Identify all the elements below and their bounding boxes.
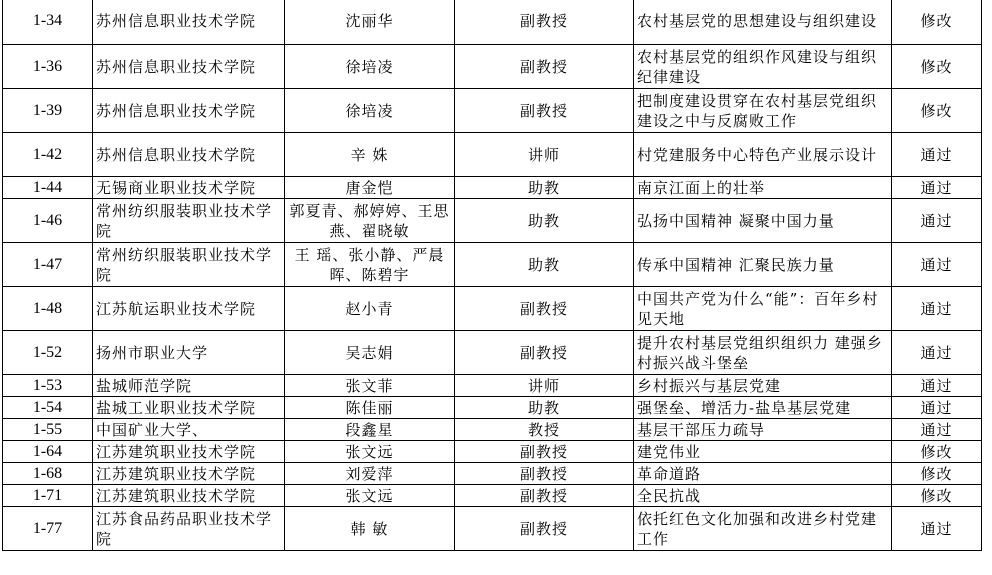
school-cell[interactable]: 常州纺织服装职业技术学院	[93, 243, 285, 287]
row-id-cell[interactable]: 1-47	[3, 243, 93, 287]
school-cell[interactable]: 盐城师范学院	[93, 375, 285, 397]
row-id-cell[interactable]: 1-36	[3, 45, 93, 89]
row-id-cell[interactable]: 1-55	[3, 419, 93, 441]
topic-cell[interactable]: 依托红色文化加强和改进乡村党建工作	[634, 507, 892, 551]
row-id-cell[interactable]: 1-54	[3, 397, 93, 419]
table-row	[3, 375, 982, 397]
topic-cell[interactable]: 农村基层党的组织作风建设与组织纪律建设	[634, 45, 892, 89]
author-cell[interactable]: 王 瑶、张小静、严晨晖、陈碧宇	[285, 243, 455, 287]
topic-cell[interactable]: 基层干部压力疏导	[634, 419, 892, 441]
topic-cell[interactable]: 革命道路	[634, 463, 892, 485]
job-title-cell[interactable]: 副教授	[455, 0, 634, 45]
job-title-cell[interactable]: 副教授	[455, 287, 634, 331]
school-cell[interactable]: 江苏航运职业技术学院	[93, 287, 285, 331]
result-cell[interactable]: 通过	[892, 397, 982, 419]
author-cell[interactable]: 郭夏青、郝婷婷、王思燕、翟晓敏	[285, 199, 455, 243]
result-cell[interactable]: 通过	[892, 199, 982, 243]
job-title-cell[interactable]: 讲师	[455, 133, 634, 177]
table-row	[3, 177, 982, 199]
job-title-cell[interactable]: 助教	[455, 397, 634, 419]
table-row	[3, 397, 982, 419]
result-cell[interactable]: 修改	[892, 485, 982, 507]
row-id-cell[interactable]: 1-44	[3, 177, 93, 199]
result-cell[interactable]: 修改	[892, 441, 982, 463]
row-id-cell[interactable]: 1-39	[3, 89, 93, 133]
author-cell[interactable]: 张文菲	[285, 375, 455, 397]
author-cell[interactable]: 沈丽华	[285, 0, 455, 45]
result-cell[interactable]: 通过	[892, 133, 982, 177]
table-row	[3, 507, 982, 551]
table-row	[3, 89, 982, 133]
topic-cell[interactable]: 传承中国精神 汇聚民族力量	[634, 243, 892, 287]
author-cell[interactable]: 徐培凌	[285, 89, 455, 133]
result-cell[interactable]: 通过	[892, 375, 982, 397]
table-row	[3, 287, 982, 331]
table-row	[3, 243, 982, 287]
table-row	[3, 45, 982, 89]
job-title-cell[interactable]: 副教授	[455, 45, 634, 89]
topic-cell[interactable]: 强堡垒、增活力-盐阜基层党建	[634, 397, 892, 419]
row-id-cell[interactable]: 1-64	[3, 441, 93, 463]
row-id-cell[interactable]: 1-52	[3, 331, 93, 375]
author-cell[interactable]: 吴志娟	[285, 331, 455, 375]
row-id-cell[interactable]: 1-42	[3, 133, 93, 177]
row-id-cell[interactable]: 1-53	[3, 375, 93, 397]
school-cell[interactable]: 苏州信息职业技术学院	[93, 89, 285, 133]
topic-cell[interactable]: 中国共产党为什么“能”：百年乡村见天地	[634, 287, 892, 331]
job-title-cell[interactable]: 讲师	[455, 375, 634, 397]
author-cell[interactable]: 唐金恺	[285, 177, 455, 199]
topic-cell[interactable]: 提升农村基层党组织组织力 建强乡村振兴战斗堡垒	[634, 331, 892, 375]
author-cell[interactable]: 张文远	[285, 441, 455, 463]
table-body	[3, 0, 982, 551]
school-cell[interactable]: 苏州信息职业技术学院	[93, 0, 285, 45]
review-results-table	[2, 0, 982, 551]
topic-cell[interactable]: 全民抗战	[634, 485, 892, 507]
job-title-cell[interactable]: 助教	[455, 177, 634, 199]
job-title-cell[interactable]: 副教授	[455, 331, 634, 375]
table-row	[3, 485, 982, 507]
job-title-cell[interactable]: 教授	[455, 419, 634, 441]
topic-cell[interactable]: 建党伟业	[634, 441, 892, 463]
row-id-cell[interactable]: 1-71	[3, 485, 93, 507]
result-cell[interactable]: 通过	[892, 331, 982, 375]
row-id-cell[interactable]: 1-34	[3, 0, 93, 45]
topic-cell[interactable]: 村党建服务中心特色产业展示设计	[634, 133, 892, 177]
result-cell[interactable]: 修改	[892, 45, 982, 89]
result-cell[interactable]: 通过	[892, 287, 982, 331]
topic-cell[interactable]: 弘扬中国精神 凝聚中国力量	[634, 199, 892, 243]
author-cell[interactable]: 赵小青	[285, 287, 455, 331]
author-cell[interactable]: 张文远	[285, 485, 455, 507]
table-row	[3, 0, 982, 45]
job-title-cell[interactable]: 助教	[455, 243, 634, 287]
result-cell[interactable]: 通过	[892, 243, 982, 287]
author-cell[interactable]: 辛 姝	[285, 133, 455, 177]
author-cell[interactable]: 徐培凌	[285, 45, 455, 89]
school-cell[interactable]: 苏州信息职业技术学院	[93, 45, 285, 89]
school-cell[interactable]: 扬州市职业大学	[93, 331, 285, 375]
topic-cell[interactable]: 把制度建设贯穿在农村基层党组织建设之中与反腐败工作	[634, 89, 892, 133]
topic-cell[interactable]: 南京江面上的壮举	[634, 177, 892, 199]
school-cell[interactable]: 江苏建筑职业技术学院	[93, 463, 285, 485]
table-row	[3, 441, 982, 463]
school-cell[interactable]: 盐城工业职业技术学院	[93, 397, 285, 419]
job-title-cell[interactable]: 副教授	[455, 463, 634, 485]
school-cell[interactable]: 中国矿业大学、	[93, 419, 285, 441]
table-row	[3, 331, 982, 375]
school-cell[interactable]: 江苏建筑职业技术学院	[93, 441, 285, 463]
school-cell[interactable]: 常州纺织服装职业技术学院	[93, 199, 285, 243]
table-row	[3, 133, 982, 177]
table-row	[3, 199, 982, 243]
job-title-cell[interactable]: 副教授	[455, 89, 634, 133]
result-cell[interactable]: 通过	[892, 177, 982, 199]
job-title-cell[interactable]: 副教授	[455, 485, 634, 507]
topic-cell[interactable]: 农村基层党的思想建设与组织建设	[634, 0, 892, 45]
result-cell[interactable]: 通过	[892, 507, 982, 551]
author-cell[interactable]: 陈佳丽	[285, 397, 455, 419]
row-id-cell[interactable]: 1-77	[3, 507, 93, 551]
job-title-cell[interactable]: 助教	[455, 199, 634, 243]
topic-cell[interactable]: 乡村振兴与基层党建	[634, 375, 892, 397]
author-cell[interactable]: 韩 敏	[285, 507, 455, 551]
school-cell[interactable]: 苏州信息职业技术学院	[93, 133, 285, 177]
author-cell[interactable]: 段鑫星	[285, 419, 455, 441]
job-title-cell[interactable]: 副教授	[455, 507, 634, 551]
row-id-cell[interactable]: 1-68	[3, 463, 93, 485]
table-row	[3, 419, 982, 441]
table-row	[3, 463, 982, 485]
result-cell[interactable]: 通过	[892, 419, 982, 441]
row-id-cell[interactable]: 1-48	[3, 287, 93, 331]
row-id-cell[interactable]: 1-46	[3, 199, 93, 243]
school-cell[interactable]: 江苏建筑职业技术学院	[93, 485, 285, 507]
result-cell[interactable]: 修改	[892, 0, 982, 45]
result-cell[interactable]: 修改	[892, 463, 982, 485]
school-cell[interactable]: 江苏食品药品职业技术学院	[93, 507, 285, 551]
school-cell[interactable]: 无锡商业职业技术学院	[93, 177, 285, 199]
result-cell[interactable]: 修改	[892, 89, 982, 133]
author-cell[interactable]: 刘爱萍	[285, 463, 455, 485]
job-title-cell[interactable]: 副教授	[455, 441, 634, 463]
